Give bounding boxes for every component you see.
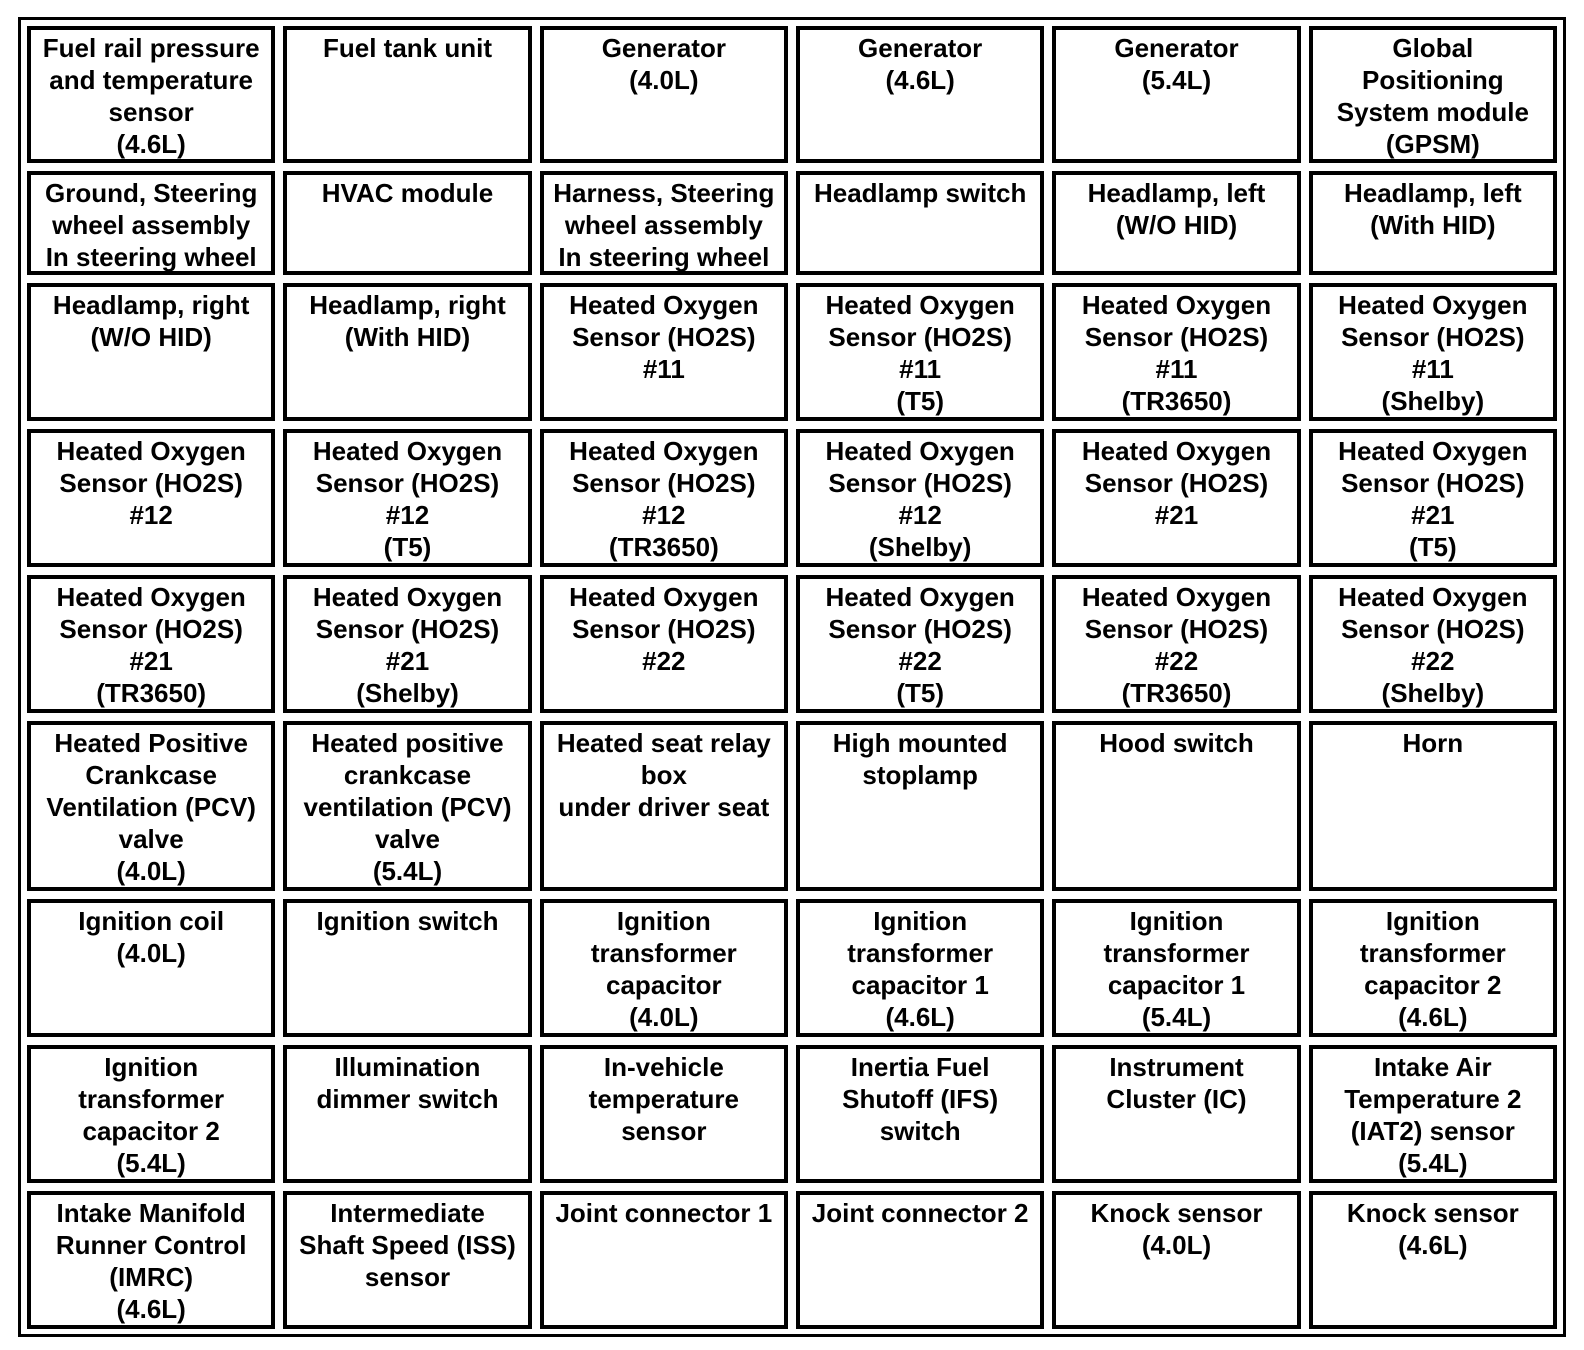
table-cell: Heated seat relay box under driver seat: [540, 721, 788, 891]
table-cell: HVAC module: [283, 171, 531, 275]
table-cell: Heated Oxygen Sensor (HO2S) #21 (TR3650): [27, 575, 275, 713]
table-cell: Joint connector 1: [540, 1191, 788, 1329]
table-cell: In-vehicle temperature sensor: [540, 1045, 788, 1183]
table-cell: Knock sensor (4.6L): [1309, 1191, 1557, 1329]
table-cell: Instrument Cluster (IC): [1052, 1045, 1300, 1183]
table-cell: Harness, Steering wheel assembly In steering wheel: [540, 171, 788, 275]
table-cell: Intermediate Shaft Speed (ISS) sensor: [283, 1191, 531, 1329]
table-cell: Ignition transformer capacitor (4.0L): [540, 899, 788, 1037]
table-cell: Heated Oxygen Sensor (HO2S) #12 (TR3650): [540, 429, 788, 567]
table-cell: Heated Oxygen Sensor (HO2S) #11 (Shelby): [1309, 283, 1557, 421]
table-cell: Ignition transformer capacitor 2 (4.6L): [1309, 899, 1557, 1037]
table-cell: Heated positive crankcase ventilation (PCV) valve (5.4L): [283, 721, 531, 891]
table-cell: Intake Air Temperature 2 (IAT2) sensor (5.4L): [1309, 1045, 1557, 1183]
table-cell: Intake Manifold Runner Control (IMRC) (4.6L): [27, 1191, 275, 1329]
table-cell: Generator (4.6L): [796, 26, 1044, 163]
table-cell: Heated Positive Crankcase Ventilation (PCV) valve (4.0L): [27, 721, 275, 891]
table-cell: Heated Oxygen Sensor (HO2S) #22 (Shelby): [1309, 575, 1557, 713]
table-cell: Illumination dimmer switch: [283, 1045, 531, 1183]
table-cell: Joint connector 2: [796, 1191, 1044, 1329]
table-cell: Heated Oxygen Sensor (HO2S) #21 (Shelby): [283, 575, 531, 713]
table-cell: Inertia Fuel Shutoff (IFS) switch: [796, 1045, 1044, 1183]
table-cell: Ignition transformer capacitor 1 (5.4L): [1052, 899, 1300, 1037]
table-cell: Ignition coil (4.0L): [27, 899, 275, 1037]
table-cell: Ignition transformer capacitor 2 (5.4L): [27, 1045, 275, 1183]
table-cell: Headlamp, left (W/O HID): [1052, 171, 1300, 275]
table-cell: Heated Oxygen Sensor (HO2S) #22 (TR3650): [1052, 575, 1300, 713]
table-cell: Knock sensor (4.0L): [1052, 1191, 1300, 1329]
table-cell: Heated Oxygen Sensor (HO2S) #22 (T5): [796, 575, 1044, 713]
table-cell: Heated Oxygen Sensor (HO2S) #12 (Shelby): [796, 429, 1044, 567]
table-cell: Fuel tank unit: [283, 26, 531, 163]
table-cell: Generator (5.4L): [1052, 26, 1300, 163]
table-cell: Ground, Steering wheel assembly In steering wheel: [27, 171, 275, 275]
table-cell: Heated Oxygen Sensor (HO2S) #22: [540, 575, 788, 713]
table-cell: Horn: [1309, 721, 1557, 891]
table-cell: Heated Oxygen Sensor (HO2S) #11 (T5): [796, 283, 1044, 421]
component-table: [18, 17, 1566, 1337]
table-cell: Heated Oxygen Sensor (HO2S) #12 (T5): [283, 429, 531, 567]
table-cell: Heated Oxygen Sensor (HO2S) #11 (TR3650): [1052, 283, 1300, 421]
table-cell: Heated Oxygen Sensor (HO2S) #21: [1052, 429, 1300, 567]
table-cell: Global Positioning System module (GPSM): [1309, 26, 1557, 163]
table-cell: Heated Oxygen Sensor (HO2S) #21 (T5): [1309, 429, 1557, 567]
table-cell: Ignition switch: [283, 899, 531, 1037]
table-cell: Headlamp, left (With HID): [1309, 171, 1557, 275]
table-cell: Hood switch: [1052, 721, 1300, 891]
table-cell: Headlamp switch: [796, 171, 1044, 275]
table-cell: Headlamp, right (With HID): [283, 283, 531, 421]
table-cell: Heated Oxygen Sensor (HO2S) #11: [540, 283, 788, 421]
table-cell: Heated Oxygen Sensor (HO2S) #12: [27, 429, 275, 567]
table-cell: Ignition transformer capacitor 1 (4.6L): [796, 899, 1044, 1037]
table-cell: Fuel rail pressure and temperature sensor (4.6L): [27, 26, 275, 163]
table-cell: High mounted stoplamp: [796, 721, 1044, 891]
table-cell: Generator (4.0L): [540, 26, 788, 163]
component-grid: [27, 26, 1557, 1328]
table-cell: Headlamp, right (W/O HID): [27, 283, 275, 421]
